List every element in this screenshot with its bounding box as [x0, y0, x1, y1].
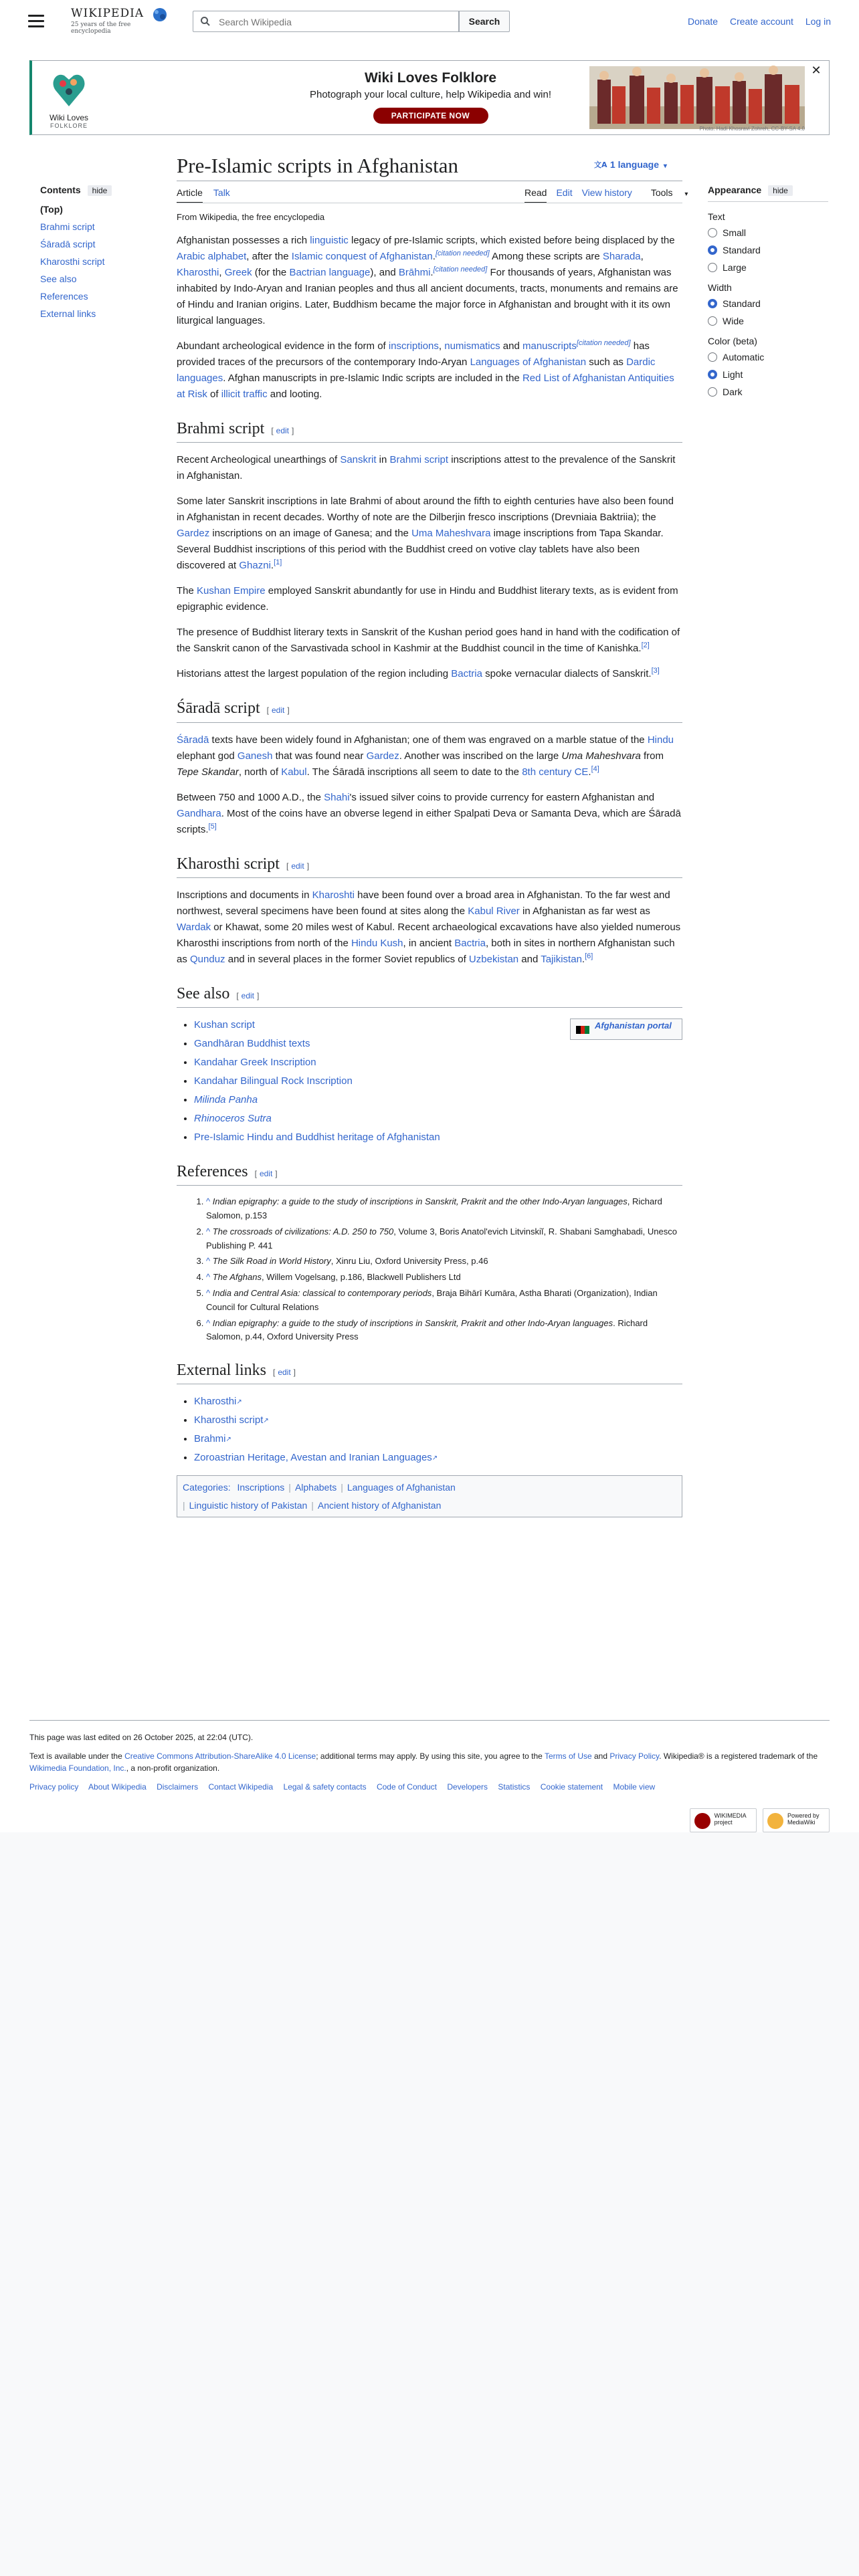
campaign-banner — [29, 60, 830, 135]
option-label: Large — [723, 262, 747, 273]
language-icon — [594, 160, 605, 169]
heading-text: External links — [177, 1362, 266, 1380]
link[interactable]: Kabul — [281, 766, 307, 778]
edit-section-link[interactable]: edit — [271, 706, 285, 716]
toc-item[interactable]: Brahmi script — [40, 221, 95, 232]
heading-text: Brahmi script — [177, 420, 265, 438]
photo-credit: Photo: Hadi Khosravi Zohreh, CC-BY-SA 4.0 — [699, 126, 805, 132]
category-link[interactable]: Linguistic history of Pakistan — [189, 1499, 308, 1511]
link[interactable]: Uma Maheshvara — [411, 528, 491, 540]
link[interactable]: Kabul River — [468, 905, 520, 917]
footer-link[interactable]: Contact Wikipedia — [208, 1782, 274, 1792]
width-standard[interactable] — [708, 298, 828, 309]
badge-text: WIKIMEDIA project — [714, 1812, 747, 1826]
list-item — [194, 1073, 682, 1089]
lead-paragraph-2: Abundant archeological evidence in the form of inscriptions, numismatics and manuscripts[citation needed] has provided traces of the precursors of the contemporary Indo-Aryan Languages of Afghanistan such as Dardic languages. Afghan manuscripts in pre-Islamic Indic scripts are included in the Red List of Afghanistan Antiquities at Risk of illicit traffic and looting. — [177, 339, 674, 401]
link[interactable]: Hindu — [647, 734, 674, 746]
list-item — [194, 1394, 682, 1410]
backlink[interactable]: ^ — [206, 1272, 211, 1283]
link[interactable]: Wardak — [177, 921, 211, 933]
footer-link[interactable]: Disclaimers — [157, 1782, 199, 1792]
banner-title: Wiki Loves Folklore — [364, 70, 497, 86]
paragraph: The Kushan Empire employed Sanskrit abundantly for use in Hindu and Buddhist literary texts, as is evident from epigraphic evidence. — [177, 585, 678, 613]
option-label: Standard — [723, 298, 761, 309]
chevron-down-icon: ▾ — [684, 191, 688, 198]
external-link[interactable]: Brahmi — [194, 1433, 226, 1445]
option-label: Standard — [723, 245, 761, 255]
tools-label: Tools — [650, 187, 673, 198]
reference-item: 5. ^ India and Central Asia: classical to contemporary periods, Braja Bihārī Kumāra, Astha Bharati (Organization), Indian Council for Cultural Relations — [206, 1287, 682, 1315]
radio-button[interactable] — [708, 352, 717, 362]
radio-button[interactable] — [708, 263, 717, 272]
badge-text: Powered by MediaWiki — [787, 1812, 820, 1826]
portal-box[interactable] — [570, 1018, 682, 1040]
citation[interactable]: [5] — [208, 822, 217, 831]
citation[interactable]: [6] — [585, 952, 593, 960]
external-link-icon: ↗ — [432, 1455, 438, 1463]
link[interactable]: Languages of Afghanistan — [470, 356, 587, 368]
link[interactable]: numismatics — [444, 340, 500, 352]
banner-logo-line1: Wiki Loves — [49, 113, 88, 122]
license-text: Text is available under the Creative Commons Attribution-ShareAlike 4.0 License; additional terms may apply. By using this site, you agree to the Terms of Use and Privacy Policy. Wikipedia® is a registered trademark of the Wikimedia Foundation, Inc., a non-profit organization. — [29, 1751, 818, 1773]
user-links — [678, 16, 831, 27]
see-also-link[interactable]: Milinda Panha — [194, 1093, 258, 1105]
option-label: Dark — [723, 387, 743, 397]
tab-read[interactable]: Read — [524, 187, 547, 203]
reference-item: 6. ^ Indian epigraphy: a guide to the study of inscriptions in Sanskrit, Prakrit and other Indo-Aryan languages. Richard Salomon, p.44, Oxford University Press — [206, 1317, 682, 1345]
backlink[interactable]: ^ — [206, 1317, 211, 1328]
categories-label[interactable]: Categories: — [183, 1482, 231, 1493]
link[interactable]: Kushan Empire — [197, 585, 266, 597]
tagline: 25 years of the free encyclopedia — [71, 21, 131, 35]
footer-link[interactable]: Code of Conduct — [376, 1782, 437, 1792]
section-heading: References [ edit ] — [177, 1162, 682, 1186]
category-link[interactable]: Ancient history of Afghanistan — [317, 1499, 442, 1511]
option-label: Automatic — [723, 352, 765, 362]
link[interactable]: Creative Commons Attribution-ShareAlike 4.0 License — [124, 1751, 316, 1761]
footer-link[interactable]: Legal & safety contacts — [283, 1782, 367, 1792]
width-wide[interactable] — [708, 316, 828, 326]
tab-talk[interactable]: Talk — [213, 187, 230, 198]
section-heading: Śāradā script [ edit ] — [177, 698, 682, 722]
link[interactable]: Privacy Policy — [609, 1751, 660, 1761]
toc-item[interactable]: External links — [40, 308, 96, 319]
footer — [29, 1720, 830, 1826]
external-link[interactable]: Zoroastrian Heritage, Avestan and Iranian Languages — [194, 1452, 432, 1464]
appearance-panel — [708, 185, 828, 404]
reference-item: 4. ^ The Afghans, Willem Vogelsang, p.186, Blackwell Publishers Ltd — [206, 1271, 682, 1285]
link[interactable]: Greek — [224, 267, 252, 279]
toc-item[interactable]: References — [40, 291, 88, 302]
link[interactable]: manuscripts — [522, 340, 577, 352]
footer-link[interactable]: Mobile view — [613, 1782, 656, 1792]
width-label: Width — [708, 282, 732, 293]
toc-item[interactable]: See also — [40, 274, 77, 284]
paragraph: The presence of Buddhist literary texts in Sanskrit of the Kushan period goes hand in hand with the codification of the Sanskrit canon of the Sarvastivada school in Kashmir at the Buddhist council in the time of Kanishka.[2] — [177, 627, 680, 655]
link[interactable]: Ghazni — [239, 560, 271, 572]
footer-link[interactable]: Privacy policy — [29, 1782, 79, 1792]
wikimedia-badge[interactable] — [690, 1808, 757, 1832]
section-heading: External links [ edit ] — [177, 1360, 682, 1384]
portal-link[interactable]: Afghanistan portal — [595, 1020, 672, 1031]
site-subtitle: From Wikipedia, the free encyclopedia — [177, 212, 325, 222]
external-link-icon: ↗ — [225, 1436, 231, 1444]
paragraph: Inscriptions and documents in Kharoshti have been found over a broad area in Afghanistan. To the far west and northwest, several specimens have been found at sites along the Kabul River in Afghanistan as far west as Wardak or Khawat, some 20 miles west of Kabul. Recent archaeological excavations have also yielded numerous Kharosthi inscriptions from north of the Hindu Kush, in ancient Bactria, both in sites in northern Afghanistan such as Qunduz and in several places in the former Soviet republics of Uzbekistan and Tajikistan.[6] — [177, 889, 681, 965]
toc-hide-button[interactable]: hide — [88, 185, 112, 196]
option-label: Wide — [723, 316, 744, 326]
chevron-down-icon: ▾ — [663, 163, 667, 170]
see-also-link[interactable]: Kandahar Greek Inscription — [194, 1056, 316, 1068]
color-label: Color (beta) — [708, 336, 757, 346]
link[interactable]: linguistic — [310, 235, 349, 247]
link[interactable]: Sanskrit — [340, 454, 377, 466]
list-item — [194, 1055, 682, 1071]
table-of-contents — [40, 185, 140, 326]
category-link[interactable]: Alphabets — [294, 1482, 337, 1493]
last-edited: This page was last edited on 26 October 2025, at 22:04 (UTC). — [29, 1733, 254, 1742]
link[interactable]: Bactrian language — [289, 267, 371, 279]
references-list — [177, 1195, 682, 1344]
option-label: Small — [723, 227, 747, 238]
see-also-link[interactable]: Pre-Islamic Hindu and Buddhist heritage of Afghanistan — [194, 1131, 440, 1143]
link[interactable]: Brāhmi — [398, 267, 431, 279]
footer-link[interactable]: Developers — [447, 1782, 488, 1792]
section-heading: Brahmi script [ edit ] — [177, 419, 682, 443]
link[interactable]: Śāradā — [177, 734, 209, 746]
external-link[interactable]: Kharosthi script — [194, 1414, 264, 1426]
text-size-large[interactable] — [708, 262, 828, 273]
link[interactable]: Hindu Kush — [351, 937, 403, 949]
link[interactable]: Gardez — [366, 750, 399, 762]
search-box[interactable] — [193, 11, 459, 32]
radio-button[interactable] — [708, 228, 717, 237]
search-input[interactable] — [217, 14, 454, 30]
toc-item[interactable]: (Top) — [40, 204, 63, 215]
folklore-dancers-photo — [589, 66, 805, 129]
radio-button[interactable] — [708, 299, 717, 308]
link[interactable]: illicit traffic — [221, 389, 268, 401]
backlink[interactable]: ^ — [206, 1256, 211, 1267]
appearance-hide-button[interactable]: hide — [768, 185, 793, 196]
citation[interactable]: [3] — [651, 667, 660, 675]
external-link[interactable]: Kharosthi — [194, 1396, 237, 1408]
category-link[interactable]: Languages of Afghanistan — [347, 1482, 456, 1493]
see-also-link[interactable]: Kushan script — [194, 1018, 255, 1031]
external-link-icon: ↗ — [236, 1398, 242, 1406]
link[interactable]: Brahmi script — [389, 454, 449, 466]
backlink[interactable]: ^ — [206, 1226, 211, 1237]
language-count: 1 language — [609, 159, 660, 170]
list-item — [194, 1412, 682, 1428]
color-light[interactable] — [708, 369, 828, 380]
option-label: Light — [723, 369, 743, 380]
heading-text: Śāradā script — [177, 700, 260, 718]
text-size-standard[interactable] — [708, 245, 828, 255]
link[interactable]: 8th century CE — [522, 766, 589, 778]
link[interactable]: Kharoshti — [312, 889, 355, 901]
link[interactable]: Arabic alphabet — [177, 251, 247, 263]
list-item — [194, 1130, 682, 1146]
link[interactable]: Kharosthi — [177, 267, 219, 279]
external-link-icon: ↗ — [263, 1417, 269, 1425]
backlink[interactable]: ^ — [206, 1196, 211, 1207]
svg-text:文A: 文A — [594, 160, 607, 169]
citation[interactable]: [1] — [274, 558, 282, 567]
footer-divider — [29, 1720, 830, 1721]
heading-text: Kharosthi script — [177, 855, 280, 873]
footer-link[interactable]: Statistics — [498, 1782, 531, 1792]
heading-text: References — [177, 1162, 248, 1180]
footer-link[interactable]: Cookie statement — [540, 1782, 603, 1792]
backlink[interactable]: ^ — [206, 1287, 211, 1298]
color-dark[interactable] — [708, 387, 828, 397]
wikipedia-logo[interactable] — [71, 7, 171, 37]
list-item — [194, 1111, 682, 1127]
participate-button[interactable]: PARTICIPATE NOW — [373, 108, 488, 124]
login-link[interactable]: Log in — [805, 16, 831, 27]
radio-button[interactable] — [708, 245, 717, 255]
link[interactable]: Gardez — [177, 528, 210, 540]
radio-button[interactable] — [708, 316, 717, 326]
footer-links — [29, 1782, 830, 1792]
heading-text: See also — [177, 984, 230, 1002]
radio-button[interactable] — [708, 370, 717, 379]
tab-article[interactable]: Article — [177, 187, 203, 203]
mediawiki-badge[interactable] — [763, 1808, 830, 1832]
link[interactable]: Shahi — [324, 791, 350, 803]
text-size-label: Text — [708, 211, 725, 222]
paragraph: Some later Sanskrit inscriptions in late Brahmi of about around the fifth to eighth centuries have also been found in Afghanistan in recent decades. Worthy of note are the Dilberjin fresco inscriptions (Drevniaia Baktriia); the Gardez inscriptions on an image of Ganesa; and the Uma Maheshvara image inscriptions from Tapa Skandar. Several Buddhist inscriptions of this period with the Buddhist creed on votive clay tablets have also been discovered at Ghazni.[1] — [177, 496, 674, 572]
create-account-link[interactable]: Create account — [730, 16, 793, 27]
link[interactable]: Islamic conquest of Afghanistan — [291, 251, 433, 263]
paragraph: Historians attest the largest population of the region including Bactria spoke vernacular dialects of Sanskrit.[3] — [177, 667, 660, 680]
link[interactable]: Gandhara — [177, 807, 221, 819]
main-menu-icon[interactable] — [28, 15, 44, 28]
namespace-tabs — [177, 187, 241, 203]
puzzle-globe-icon — [151, 7, 169, 23]
banner-subtitle: Photograph your local culture, help Wikipedia and win! — [309, 89, 552, 100]
toc-item[interactable]: Kharosthi script — [40, 256, 105, 267]
edit-section-link[interactable]: edit — [291, 861, 304, 871]
category-link[interactable]: Inscriptions — [237, 1482, 285, 1493]
color-automatic[interactable] — [708, 352, 828, 362]
list-item — [194, 1431, 682, 1447]
section-heading: Kharosthi script [ edit ] — [177, 854, 682, 878]
see-also-link[interactable]: Rhinoceros Sutra — [194, 1112, 272, 1124]
reference-item: 2. ^ The crossroads of civilizations: A.D. 250 to 750, Volume 3, Boris Anatol'evich Litvinskiĭ, R. Shabani Samghabadi, Unesco Publishing P. 441 — [206, 1225, 682, 1253]
reference-item: 1. ^ Indian epigraphy: a guide to the study of inscriptions in Sanskrit, Prakrit and the other Indo-Aryan languages, Richard Salomon, p.153 — [206, 1195, 682, 1223]
external-links-list — [177, 1394, 682, 1466]
toc-title: Contents — [40, 185, 81, 195]
flag-icon — [576, 1026, 589, 1034]
link[interactable]: Tajikistan — [541, 953, 582, 965]
banner-logo-line2: FOLKLORE — [50, 122, 88, 129]
list-item — [194, 1092, 682, 1108]
edit-section-link[interactable]: edit — [278, 1368, 291, 1378]
edit-section-link[interactable]: edit — [241, 990, 255, 1000]
page-title: Pre-Islamic scripts in Afghanistan — [177, 154, 458, 177]
wikimedia-icon — [694, 1813, 710, 1829]
search-icon — [200, 16, 211, 27]
edit-section-link[interactable]: edit — [276, 426, 290, 436]
edit-section-link[interactable]: edit — [259, 1168, 273, 1178]
see-also-link[interactable]: Kandahar Bilingual Rock Inscription — [194, 1075, 353, 1087]
paragraph: Between 750 and 1000 A.D., the Shahi's issued silver coins to provide currency for eastern Afghanistan and Gandhara. Most of the coins have an obverse legend in either Spalpati Deva or Samanta Deva, which are Śāradā scripts.[5] — [177, 791, 681, 835]
link[interactable]: Dardic languages — [177, 356, 656, 385]
tab-edit[interactable]: Edit — [556, 187, 573, 198]
article-body — [177, 211, 682, 1517]
paragraph: Śāradā texts have been widely found in Afghanistan; one of them was engraved on a marble statue of the Hindu elephant god Ganesh that was found near Gardez. Another was inscribed on the large Uma Maheshvara from Tepe Skandar, north of Kabul. The Śāradā inscriptions all seem to date to the 8th century CE.[4] — [177, 734, 674, 778]
paragraph: Recent Archeological unearthings of Sanskrit in Brahmi script inscriptions attest to the prevalence of the Sanskrit in Afghanistan. — [177, 454, 676, 482]
link[interactable]: inscriptions — [388, 340, 439, 352]
footer-badges — [686, 1808, 830, 1832]
lead-paragraph-1: Afghanistan possesses a rich linguistic legacy of pre-Islamic scripts, which existed before being displaced by the Arabic alphabet, after the Islamic conquest of Afghanistan.[citation needed] Among these scripts are Sharada, Kharosthi, Greek (for the Bactrian language), and Brāhmi.[citation needed] For thousands of years, Afghanistan was inhabited by Indo-Aryan and Iranian peoples and thus all ancient documents, tracts, monuments and remains are of Hindu and Iranian origins. Later, Buddhism became the major force in Afghanistan and brought with it its own liturgical languages. — [177, 235, 678, 327]
citation[interactable]: [4] — [591, 764, 599, 773]
see-also-link[interactable]: Gandhāran Buddhist texts — [194, 1037, 310, 1049]
link[interactable]: Ganesh — [237, 750, 273, 762]
link[interactable]: Wikimedia Foundation, Inc. — [29, 1763, 126, 1773]
list-item — [194, 1450, 682, 1466]
category-box: Categories: Inscriptions | Alphabets | Languages of Afghanistan | Linguistic history of Pakistan | Ancient history of Afghanistan — [177, 1475, 682, 1517]
radio-button[interactable] — [708, 387, 717, 397]
toc-item[interactable]: Śāradā script — [40, 239, 96, 249]
section-heading: See also [ edit ] — [177, 984, 682, 1008]
reference-item: 3. ^ The Silk Road in World History, Xinru Liu, Oxford University Press, p.46 — [206, 1255, 682, 1269]
link[interactable]: Bactria — [454, 937, 486, 949]
mediawiki-icon — [767, 1813, 783, 1829]
link[interactable]: Qunduz — [190, 953, 225, 965]
link[interactable]: Terms of Use — [544, 1751, 592, 1761]
wordmark: WIKIPEDIA — [71, 7, 145, 20]
tab-view-history[interactable]: View history — [581, 187, 632, 198]
language-selector[interactable] — [594, 159, 667, 170]
citation[interactable]: [2] — [641, 641, 650, 650]
close-banner-icon[interactable]: ✕ — [811, 64, 822, 78]
footer-link[interactable]: About Wikipedia — [88, 1782, 147, 1792]
search-button[interactable]: Search — [459, 11, 510, 32]
donate-link[interactable]: Donate — [687, 16, 719, 27]
appearance-title: Appearance — [708, 185, 762, 195]
text-size-small[interactable] — [708, 227, 828, 238]
link[interactable]: Sharada — [602, 251, 641, 263]
link[interactable]: Uzbekistan — [468, 953, 519, 965]
link[interactable]: Bactria — [451, 668, 482, 680]
link[interactable]: Red List of Afghanistan Antiquities at Risk — [177, 372, 674, 401]
